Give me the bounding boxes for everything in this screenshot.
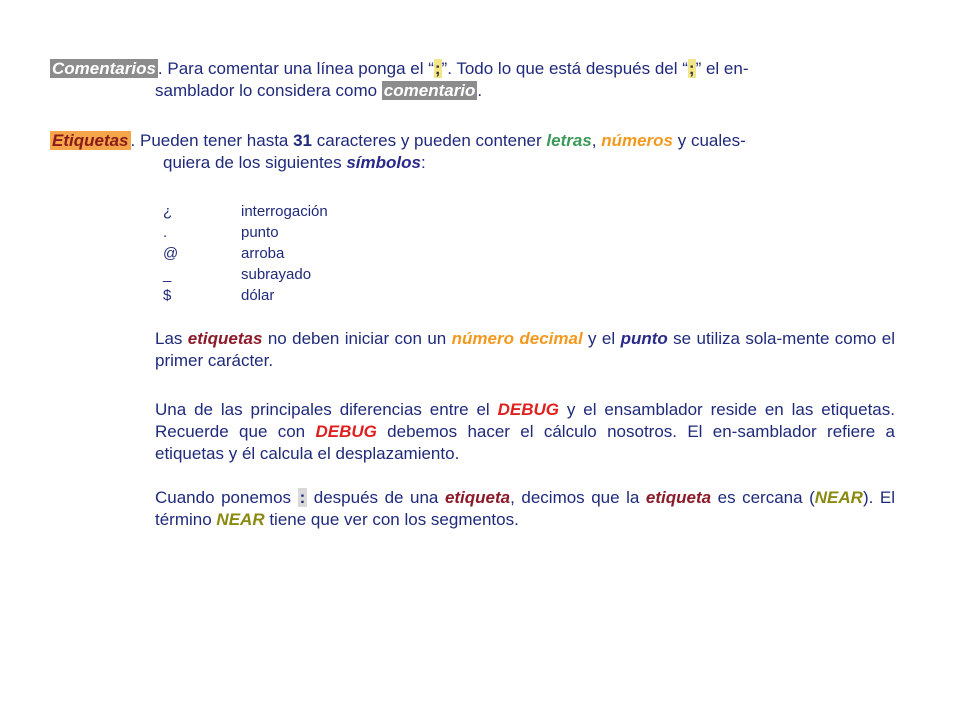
near-paragraph	[155, 487, 895, 531]
symbol-description: interrogación	[241, 203, 328, 220]
text: caracteres y pueden contener	[312, 131, 547, 150]
text: debemos hacer el cálculo nosotros. El en-samblador refiere a etiquetas y él calcula el desplazamiento.	[155, 422, 895, 463]
labels-rule-paragraph	[155, 328, 895, 372]
text: , decimos que la	[510, 488, 646, 507]
symbol-description: arroba	[241, 245, 285, 262]
text: y cuales-	[673, 131, 746, 150]
symbol: _	[163, 266, 172, 283]
text: samblador lo considera como	[155, 81, 382, 100]
word-debug: DEBUG	[497, 400, 559, 419]
labels-paragraph	[50, 130, 895, 174]
symbol-row	[163, 243, 328, 264]
symbol-row	[163, 264, 328, 285]
symbol-row	[163, 222, 328, 243]
comments-paragraph	[50, 58, 895, 102]
symbol: @	[163, 245, 179, 262]
word-etiquetas: etiquetas	[187, 329, 263, 348]
number-31: 31	[293, 131, 313, 150]
text: ” el en-	[695, 59, 749, 78]
word-etiqueta: etiqueta	[444, 488, 511, 507]
symbol-description: dólar	[241, 287, 275, 304]
symbols-table	[163, 201, 328, 306]
symbol-row	[163, 285, 328, 306]
word-simbolos: símbolos	[346, 153, 421, 172]
colon-highlight: :	[299, 488, 306, 507]
symbol: .	[163, 224, 168, 241]
text: ”. Todo lo que está después del “	[441, 59, 688, 78]
symbol-row	[163, 201, 328, 222]
text: . Para comentar una línea ponga el “	[157, 59, 434, 78]
text: Cuando ponemos	[155, 488, 298, 507]
word-etiqueta: etiqueta	[645, 488, 712, 507]
text: quiera de los siguientes	[163, 153, 347, 172]
debug-paragraph	[155, 399, 895, 465]
word-punto: punto	[620, 329, 668, 348]
word-debug: DEBUG	[315, 422, 377, 441]
text: Las	[155, 329, 188, 348]
word-near: NEAR	[216, 510, 265, 529]
term-comentario: comentario	[383, 81, 476, 100]
symbol: $	[163, 287, 172, 304]
symbol-description: subrayado	[241, 266, 312, 283]
semicolon-highlight: ;	[434, 59, 441, 78]
text: no deben iniciar con un	[262, 329, 452, 348]
text: tiene que ver con los segmentos.	[264, 510, 519, 529]
term-etiquetas: Etiquetas	[52, 131, 129, 150]
text: . Pueden tener hasta	[130, 131, 294, 150]
word-near: NEAR	[814, 488, 863, 507]
text: se utiliza sola-mente como el primer carácter.	[155, 329, 895, 370]
text: después de una	[307, 488, 445, 507]
text: ,	[591, 131, 602, 150]
semicolon-highlight: ;	[688, 59, 695, 78]
text: es cercana (	[711, 488, 815, 507]
text: y el ensamblador reside en las etiquetas. Recuerde que con	[155, 400, 895, 441]
text: y el	[582, 329, 621, 348]
word-numeros: números	[601, 131, 674, 150]
text: .	[477, 81, 483, 100]
symbol-description: punto	[241, 224, 279, 241]
text: ). El término	[155, 488, 895, 529]
text: Una de las principales diferencias entre el	[155, 400, 498, 419]
symbol: ¿	[163, 203, 173, 220]
word-numero-decimal: número decimal	[451, 329, 583, 348]
word-letras: letras	[546, 131, 592, 150]
text: :	[420, 153, 426, 172]
term-comentarios: Comentarios	[52, 59, 156, 78]
continuation-line	[50, 80, 895, 102]
continuation-line	[50, 152, 895, 174]
